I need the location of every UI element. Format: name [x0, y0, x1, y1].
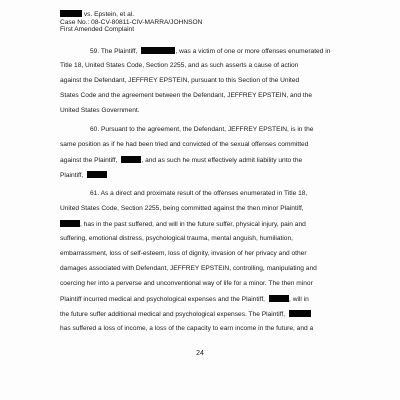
text-run: , and as such he must effectively admit liability unto the — [141, 157, 303, 164]
paragraph-60-line — [60, 156, 350, 165]
text-run: , was a victim of one or more offenses enumerated in — [175, 48, 331, 55]
paragraph-61-line: coercing her into a perverse and unconventional way of life for a minor. The then minor — [60, 280, 313, 287]
paragraph-59-line: Title 18, United States Code, Section 2255, and as such asserts a cause of action — [60, 62, 299, 69]
text-run: the future suffer additional medical and psychological expenses. The Plaintiff, — [60, 311, 286, 318]
paragraph-61-line: United States Code, Section 2255, being committed against the then minor Plaintiff, — [60, 205, 304, 212]
redaction-bar — [87, 171, 107, 178]
document-title: First Amended Complaint — [60, 26, 135, 34]
text-run: , has in the past suffered, and will in the future suffer, physical injury, pain and — [80, 221, 306, 228]
paragraph-60-line — [60, 171, 350, 180]
paragraph-60-line: 60. Pursuant to the agreement, the Defendant, JEFFREY EPSTEIN, is in the — [90, 126, 314, 133]
redaction-bar — [289, 310, 311, 317]
paragraph-61-line — [60, 220, 350, 229]
case-header — [60, 10, 202, 34]
paragraph-61-line: embarrassment, loss of self-esteem, loss of dignity, invasion of her privacy and other — [60, 250, 307, 257]
redaction-bar — [60, 10, 82, 17]
redaction-bar — [269, 295, 289, 302]
paragraph-60-line: same position as if he had been tried and convicted of the sexual offenses committed — [60, 141, 309, 148]
paragraph-61-line — [60, 310, 350, 319]
text-run: , will in — [289, 296, 309, 303]
paragraph-61-line: suffering, emotional distress, psychological trauma, mental anguish, humiliation, — [60, 235, 293, 242]
text-run: Plaintiff, — [60, 172, 84, 179]
page-number: 24 — [196, 350, 204, 357]
redaction-bar — [60, 220, 80, 227]
paragraph-61-line — [60, 295, 350, 304]
paragraph-59-line — [60, 47, 380, 56]
redaction-bar — [121, 156, 141, 163]
case-caption-line — [60, 10, 202, 19]
paragraph-61-line: has suffered a loss of income, a loss of the capacity to earn income in the future, and a — [60, 325, 314, 332]
case-number: Case No.: 08-CV-80811-CIV-MARRA/JOHNSON — [60, 18, 203, 26]
text-run: Plaintiff incurred medical and psychological expenses and the Plaintiff, — [60, 296, 266, 303]
paragraph-59-line: United States Government. — [60, 107, 140, 114]
paragraph-61-line: 61. As a direct and proximate result of the offenses enumerated in Title 18, — [90, 190, 308, 197]
text-run: against the Plaintiff, — [60, 157, 118, 164]
text-run: 59. The Plaintiff, — [90, 48, 138, 55]
paragraph-61-line: damages associated with Defendant, JEFFREY EPSTEIN, controlling, manipulating and — [60, 265, 317, 272]
paragraph-59-line: States Code and the agreement between the Defendant, JEFFREY EPSTEIN, and the — [60, 92, 313, 99]
case-caption-text: vs. Epstein, et al. — [83, 11, 135, 18]
redaction-bar — [141, 47, 175, 54]
paragraph-59-line: against the Defendant, JEFFREY EPSTEIN, pursuant to this Section of the United — [60, 77, 300, 84]
